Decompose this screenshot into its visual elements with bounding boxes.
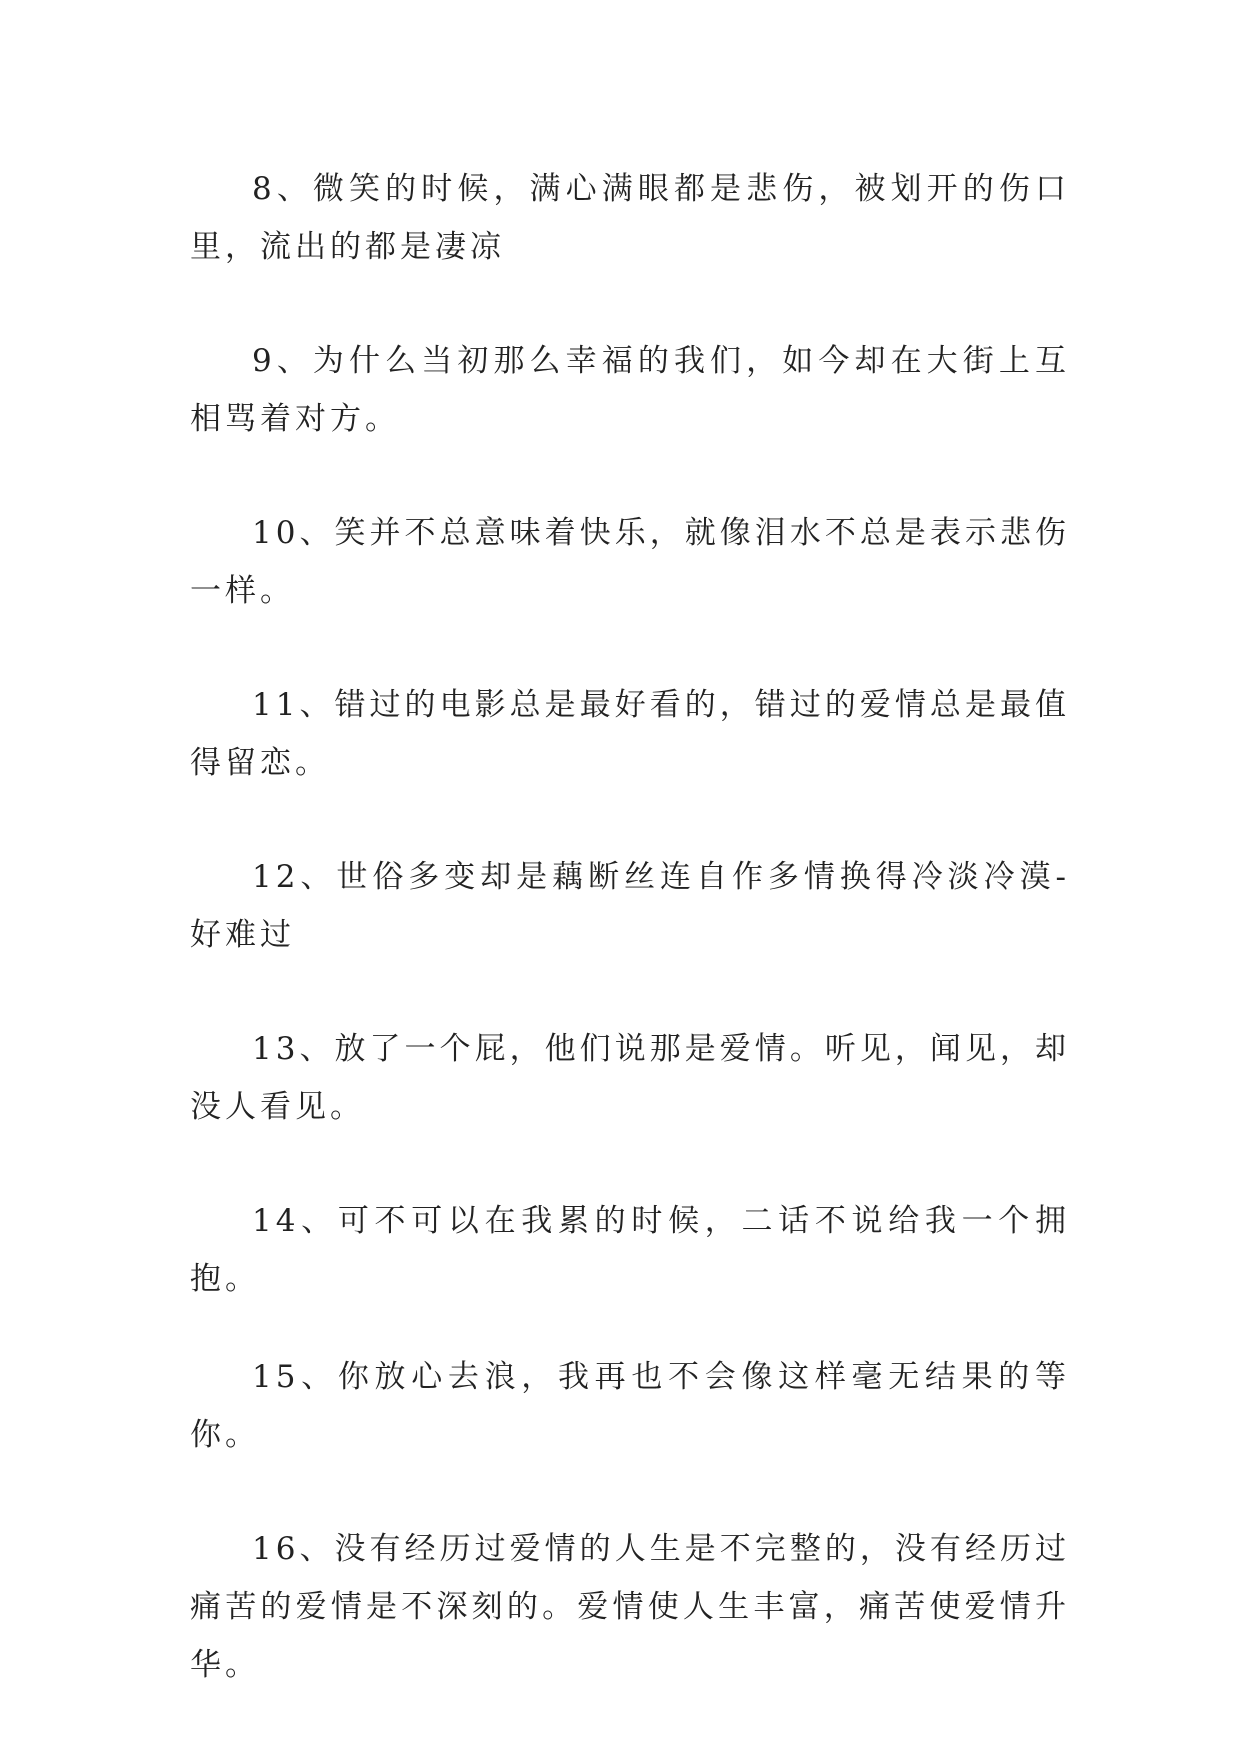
list-item: 15、你放心去浪，我再也不会像这样毫无结果的等你。 [190,1359,1070,1453]
document-body [190,160,1070,1694]
list-item: 14、可不可以在我累的时候，二话不说给我一个拥抱。 [190,1203,1070,1297]
list-item: 12、世俗多变却是藕断丝连自作多情换得冷淡冷漠-好难过 [190,859,1070,953]
list-item: 8、微笑的时候，满心满眼都是悲伤，被划开的伤口里，流出的都是凄凉 [190,171,1070,265]
list-item: 13、放了一个屁，他们说那是爱情。听见，闻见，却没人看见。 [190,1031,1070,1125]
list-item: 11、错过的电影总是最好看的，错过的爱情总是最值得留恋。 [190,687,1070,781]
list-item: 10、笑并不总意味着快乐，就像泪水不总是表示悲伤一样。 [190,515,1070,609]
list-item: 9、为什么当初那么幸福的我们，如今却在大街上互相骂着对方。 [190,343,1070,437]
list-item: 16、没有经历过爱情的人生是不完整的，没有经历过痛苦的爱情是不深刻的。爱情使人生丰富，痛苦使爱情升华。 [190,1531,1070,1683]
